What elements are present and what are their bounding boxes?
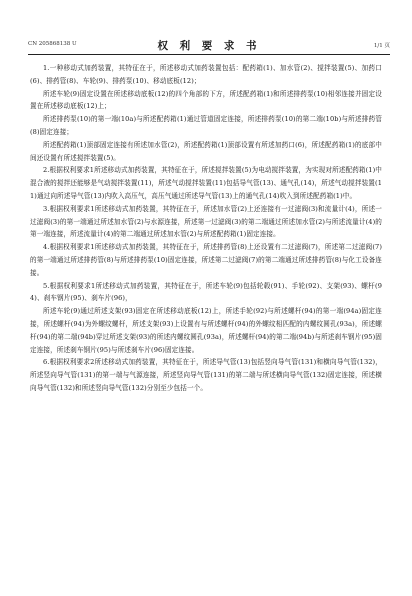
page-title: 权 利 要 求 书 [157, 40, 261, 52]
claim-paragraph: 4.根据权利要求1所述移动式加药装置，其特征在于，所述排药管(8)上还设置有二过滤阀(7)，所述第二过滤阀(7)的第一端通过所述排药管(8)与所述排药泵(10)固定连接，所述第二过滤阀(7)的第二端通过所述排药管(8)与化工设备连接。 [30, 243, 382, 277]
claim-paragraph: 1.一种移动式加药装置，其特征在于，所述移动式加药装置包括：配药箱(1)、加水管(2)、搅拌装置(5)、加药口(6)、排药管(8)、车轮(9)、排药泵(10)、移动底板(12)； [30, 64, 382, 85]
publication-number: CN 205868138 U [28, 41, 77, 47]
header-divider [28, 54, 390, 55]
claim-paragraph: 3.根据权利要求1所述移动式加药装置，其特征在于，所述加水管(2)上还连接有一过滤阀(3)和流量计(4)，所述一过滤阀(3)的第一端通过所述加水管(2)与水源连接，所述第一过滤阀(3)的第二端通过所述加水管(2)与所述流量计(4)的第一端连接，所述流量计(4)的第二端通过所述加水管(2)与所述配药箱(1)固定连接。 [30, 204, 382, 239]
claim-paragraph: 所述配药箱(1)顶部固定连接有所述加水管(2)，所述配药箱(1)顶部设置有所述加药口(6)，所述配药箱(1)的底部中间还设置有所述搅拌装置(5)。 [30, 140, 382, 162]
claim-paragraph: 所述车轮(9)通过所述支架(93)固定在所述移动底板(12)上，所述手轮(92)与所述螺杆(94)的第一端(94a)固定连接，所述螺杆(94)为外螺纹螺杆，所述支架(93)上设置有与所述螺杆(94)的外螺纹相匹配的内螺纹圆孔(93a)，所述螺杆(94)的第二端(94b)穿过所述支架(93)的所述内螺纹圆孔(93a)，所述螺杆(94)的第二端(94b)与所述刹车钢片(95)固定连接，所述刹车钢片(95)与所述刹车片(96)固定连接。 [30, 307, 382, 354]
claim-paragraph: 所述车轮(9)固定设置在所述移动底板(12)的四个角部的下方，所述配药箱(1)和所述排药泵(10)相邻连接并固定设置在所述移动底板(12)上； [30, 89, 382, 111]
claim-paragraph: 6.根据权利要求2所述移动式加药装置，其特征在于，所述导气管(13)包括竖向导气管(131)和横向导气管(132)，所述竖向导气管(131)的第一端与气源连接，所述竖向导气管(131)的第二端与所述横向导气管(132)固定连接，所述横向导气管(132)和所述竖向导气管(132)分别至少包括一个。 [30, 358, 382, 392]
claim-paragraph: 5.根据权利要求1所述移动式加药装置，其特征在于，所述车轮(9)包括轮毂(91)、手轮(92)、支架(93)、螺杆(94)、刹车钢片(95)、刹车片(96)， [30, 281, 382, 303]
claim-paragraph: 所述排药泵(10)的第一端(10a)与所述配药箱(1)通过管道固定连接，所述排药泵(10)的第二端(10b)与所述排药管(8)固定连接； [30, 115, 382, 136]
claims-body [30, 62, 382, 395]
page-header [28, 38, 390, 52]
page-number: 1/1 页 [373, 43, 390, 49]
claim-paragraph: 2.根据权利要求1所述移动式加药装置，其特征在于，所述搅拌装置(5)为电动搅拌装置，为实现对所述配药箱(1)中混合液的搅拌还能够是气动搅拌装置(11)，所述气动搅拌装置(11)包括导气管(13)、通气孔(14)，所述气动搅拌装置(11)通过向所述导气管(13)内吹入高压气，高压气通过所述导气管(13)上的通气孔(14)吹入到所述配药箱(1)中。 [30, 166, 382, 200]
